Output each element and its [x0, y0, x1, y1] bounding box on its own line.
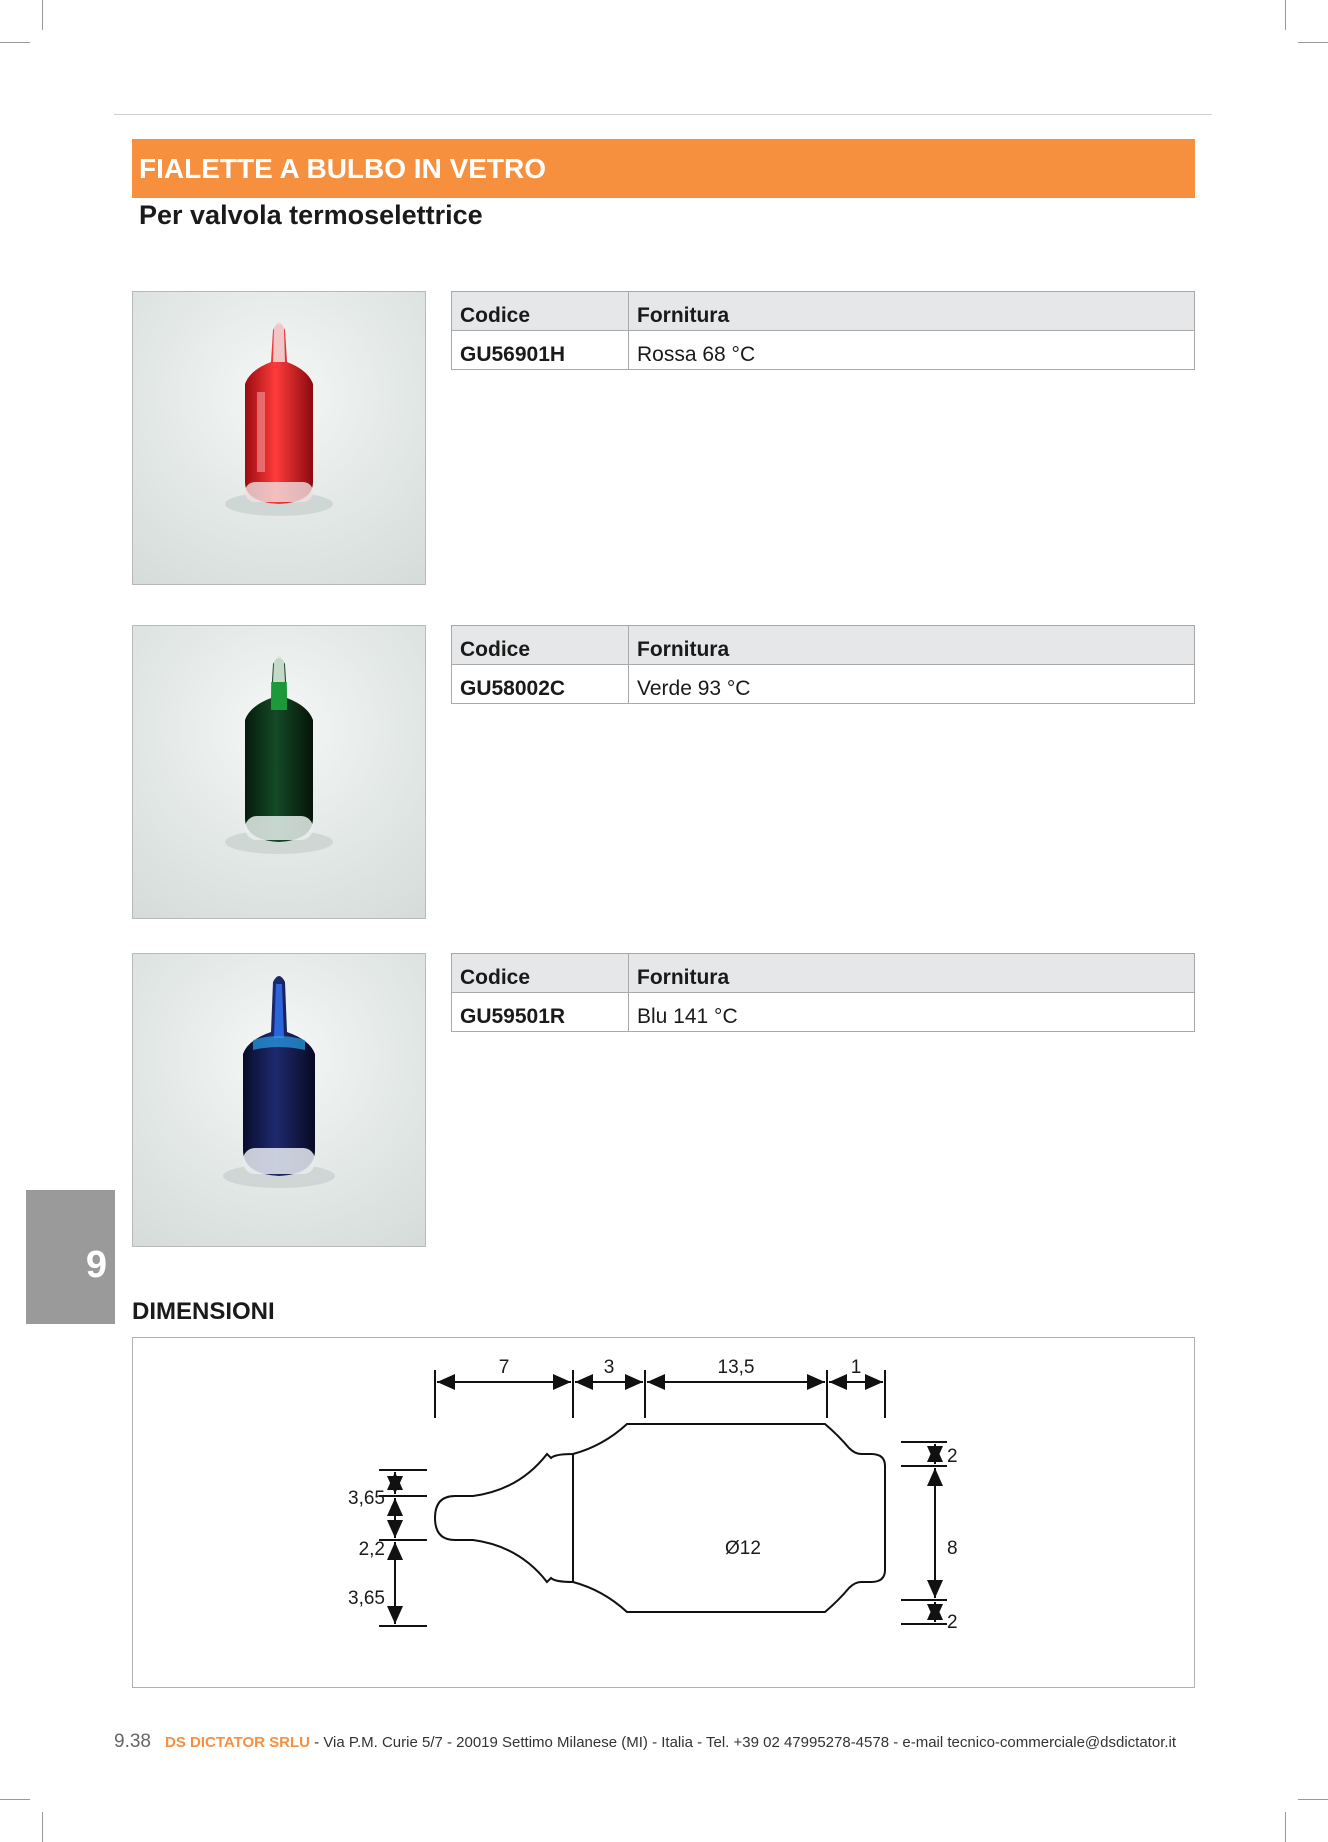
top-rule — [114, 114, 1212, 115]
dimension-label: 2,2 — [358, 1539, 385, 1560]
diameter-label: Ø12 — [725, 1538, 761, 1559]
dimension-label: 2 — [947, 1612, 958, 1633]
product-code: GU59501R — [452, 993, 629, 1032]
dimensions-drawing — [132, 1337, 1195, 1688]
dimension-label: 3,65 — [348, 1588, 385, 1609]
product-photo — [132, 953, 426, 1247]
crop-mark — [0, 1799, 30, 1800]
page-number: 9.38 — [114, 1731, 151, 1752]
company-name: DS DICTATOR SRLU — [164, 1734, 310, 1751]
column-header-supply: Fornitura — [629, 626, 1195, 665]
product-supply: Verde 93 °C — [629, 665, 1195, 704]
crop-mark — [42, 1812, 43, 1842]
page-subtitle: Per valvola termoselettrice — [139, 200, 483, 230]
dimension-label: 3 — [603, 1357, 615, 1378]
dimensions-title: DIMENSIONI — [132, 1298, 275, 1325]
product-table — [451, 625, 1195, 704]
company-address: - Via P.M. Curie 5/7 - 20019 Settimo Milanese (MI) - Italia - Tel. +39 02 47995278-4578 - e-mail tecnico-commerciale@dsdictator.it — [309, 1734, 1177, 1751]
column-header-supply: Fornitura — [629, 292, 1195, 331]
crop-mark — [1298, 42, 1328, 43]
footer — [114, 1731, 1212, 1753]
crop-mark — [1298, 1799, 1328, 1800]
product-table — [451, 953, 1195, 1032]
column-header-code: Codice — [452, 292, 629, 331]
dimension-label: 3,65 — [348, 1488, 385, 1509]
column-header-supply: Fornitura — [629, 954, 1195, 993]
product-photo — [132, 291, 426, 585]
product-code: GU56901H — [452, 331, 629, 370]
product-code: GU58002C — [452, 665, 629, 704]
section-tab — [26, 1190, 115, 1324]
table-row — [452, 331, 1195, 370]
dimension-label: 8 — [947, 1538, 958, 1559]
product-table — [451, 291, 1195, 370]
red-glass-bulb-photo — [133, 292, 425, 584]
green-glass-bulb-photo — [133, 626, 425, 918]
product-supply: Blu 141 °C — [629, 993, 1195, 1032]
product-photo — [132, 625, 426, 919]
column-header-code: Codice — [452, 954, 629, 993]
crop-mark — [42, 0, 43, 30]
crop-mark — [1285, 1812, 1286, 1842]
bulb-dimension-drawing — [133, 1338, 1194, 1687]
section-number: 9 — [85, 1244, 107, 1286]
table-row — [452, 993, 1195, 1032]
table-row — [452, 665, 1195, 704]
page-title: FIALETTE A BULBO IN VETRO — [132, 139, 1195, 198]
column-header-code: Codice — [452, 626, 629, 665]
product-supply: Rossa 68 °C — [629, 331, 1195, 370]
dimension-label: 2 — [947, 1446, 958, 1467]
dimension-label: 7 — [498, 1357, 510, 1378]
crop-mark — [0, 42, 30, 43]
blue-glass-bulb-photo — [133, 954, 425, 1246]
dimension-label: 13,5 — [717, 1357, 755, 1378]
dimension-label: 1 — [850, 1357, 862, 1378]
crop-mark — [1285, 0, 1286, 30]
